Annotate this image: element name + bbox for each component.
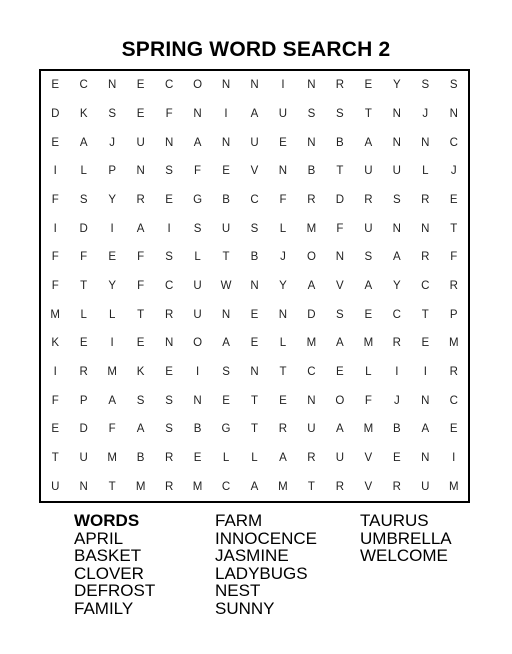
grid-letter-cell[interactable]: N	[79, 480, 88, 493]
grid-letter-cell[interactable]: E	[222, 394, 230, 407]
word-item: APRIL	[74, 528, 124, 548]
word-item: NEST	[215, 581, 261, 601]
grid-letter-cell[interactable]: U	[193, 308, 202, 321]
word-item: BASKET	[74, 546, 142, 566]
grid-letter-cell[interactable]: A	[108, 394, 116, 407]
word-list-heading: WORDS	[74, 511, 140, 530]
grid-letter-cell[interactable]: M	[107, 451, 117, 464]
grid-letter-cell[interactable]: U	[278, 107, 288, 120]
grid-letter-cell[interactable]: E	[51, 136, 60, 149]
word-item: SUNNY	[215, 598, 275, 618]
grid-letter-cell[interactable]: E	[136, 79, 145, 92]
grid-letter-cell[interactable]: A	[222, 337, 230, 350]
grid-letter-cell[interactable]: L	[80, 308, 87, 321]
grid-letter-cell[interactable]: R	[79, 365, 88, 378]
grid-letter-cell[interactable]: L	[279, 222, 287, 235]
grid-letter-cell[interactable]: M	[363, 337, 374, 350]
grid-letter-cell[interactable]: J	[109, 136, 116, 149]
grid-letter-cell[interactable]: I	[53, 165, 57, 178]
grid-letter-cell[interactable]: N	[136, 165, 145, 178]
grid-letter-cell[interactable]: E	[136, 107, 145, 120]
grid-letter-cell[interactable]: I	[452, 451, 456, 464]
grid-letter-cell[interactable]: S	[307, 107, 316, 120]
grid-letter-cell[interactable]: V	[364, 451, 373, 464]
grid-letter-cell[interactable]: R	[449, 365, 458, 378]
grid-letter-cell[interactable]: N	[307, 79, 316, 92]
page-title: SPRING WORD SEARCH 2	[121, 38, 391, 61]
grid-letter-cell[interactable]: A	[136, 222, 145, 235]
grid-letter-cell[interactable]: D	[307, 308, 316, 321]
grid-letter-cell[interactable]: S	[421, 79, 430, 92]
grid-letter-cell[interactable]: C	[79, 79, 88, 92]
grid-letter-cell[interactable]: T	[222, 251, 230, 264]
grid-letter-cell[interactable]: D	[79, 423, 88, 436]
grid-letter-cell[interactable]: F	[137, 279, 145, 292]
grid-letter-cell[interactable]: I	[53, 222, 57, 235]
grid-letter-cell[interactable]: S	[193, 222, 202, 235]
word-item: FARM	[215, 511, 263, 530]
grid-letter-cell[interactable]: O	[306, 251, 316, 264]
grid-letter-cell[interactable]: U	[364, 222, 373, 235]
grid-letter-cell[interactable]: N	[421, 394, 430, 407]
grid-letter-cell[interactable]: N	[193, 107, 202, 120]
grid-letter-cell[interactable]: J	[422, 107, 429, 120]
grid-letter-cell[interactable]: E	[250, 308, 259, 321]
grid-letter-cell[interactable]: T	[279, 365, 287, 378]
grid-letter-cell[interactable]: K	[51, 337, 60, 350]
grid-letter-cell[interactable]: S	[449, 79, 458, 92]
grid-letter-cell[interactable]: N	[221, 136, 231, 149]
grid-letter-cell[interactable]: R	[335, 480, 345, 493]
grid-letter-cell[interactable]: F	[279, 193, 287, 206]
grid-letter-cell[interactable]: S	[222, 365, 230, 378]
grid-letter-cell[interactable]: N	[421, 136, 430, 149]
grid-letter-cell[interactable]: U	[221, 222, 231, 235]
word-item: CLOVER	[74, 563, 144, 583]
grid-letter-cell[interactable]: N	[335, 251, 345, 264]
grid-letter-cell[interactable]: N	[164, 136, 174, 149]
grid-letter-cell[interactable]: E	[136, 337, 145, 350]
grid-letter-cell[interactable]: E	[250, 337, 259, 350]
grid-letter-cell[interactable]: S	[165, 394, 173, 407]
grid-letter-cell[interactable]: E	[449, 423, 458, 436]
word-item: INNOCENCE	[215, 528, 318, 548]
grid-letter-cell[interactable]: F	[137, 251, 145, 264]
grid-letter-cell[interactable]: S	[250, 222, 259, 235]
grid-letter-cell[interactable]: A	[193, 136, 202, 149]
grid-letter-cell[interactable]: N	[392, 136, 401, 149]
grid-letter-cell[interactable]: R	[392, 480, 401, 493]
grid-letter-cell[interactable]: V	[336, 279, 344, 292]
grid-letter-cell[interactable]: N	[221, 308, 231, 321]
grid-letter-cell[interactable]: V	[250, 165, 259, 178]
grid-letter-cell[interactable]: Y	[392, 79, 401, 92]
word-item: JASMINE	[215, 546, 289, 566]
grid-letter-cell[interactable]: F	[336, 222, 344, 235]
grid-letter-cell[interactable]: T	[307, 480, 315, 493]
word-item: DEFROST	[74, 581, 156, 601]
grid-letter-cell[interactable]: N	[392, 107, 401, 120]
grid-letter-cell[interactable]: L	[365, 365, 372, 378]
grid-letter-cell[interactable]: O	[193, 337, 203, 350]
grid-letter-cell[interactable]: S	[108, 107, 116, 120]
word-item: TAURUS	[360, 511, 429, 530]
grid-letter-cell[interactable]: S	[165, 251, 173, 264]
grid-letter-cell[interactable]: E	[421, 337, 430, 350]
grid-letter-cell[interactable]: C	[421, 279, 430, 292]
grid-letter-cell[interactable]: R	[164, 308, 174, 321]
word-list-column-1	[74, 512, 155, 618]
grid-letter-cell[interactable]: D	[335, 193, 345, 206]
grid-letter-cell[interactable]: N	[164, 337, 174, 350]
grid-letter-cell[interactable]: T	[250, 394, 258, 407]
grid-letter-cell[interactable]: A	[392, 251, 401, 264]
grid-letter-cell[interactable]: R	[421, 251, 430, 264]
grid-letter-cell[interactable]: P	[79, 394, 88, 407]
grid-letter-cell[interactable]: U	[193, 279, 202, 292]
grid-letter-cell[interactable]: N	[108, 79, 117, 92]
grid-letter-cell[interactable]: T	[137, 308, 145, 321]
grid-letter-cell[interactable]: L	[222, 451, 230, 464]
grid-letter-cell[interactable]: E	[392, 451, 401, 464]
grid-letter-cell[interactable]: U	[79, 451, 88, 464]
grid-letter-cell[interactable]: C	[449, 394, 458, 407]
grid-letter-cell[interactable]: R	[136, 193, 145, 206]
grid-letter-cell[interactable]: S	[336, 308, 344, 321]
grid-letter-cell[interactable]: T	[450, 222, 458, 235]
grid-letter-cell[interactable]: U	[392, 165, 401, 178]
grid-letter-cell[interactable]: F	[51, 279, 59, 292]
grid-letter-cell[interactable]: R	[335, 79, 345, 92]
grid-letter-cell[interactable]: F	[194, 165, 202, 178]
grid-letter-cell[interactable]: T	[364, 107, 372, 120]
grid-letter-cell[interactable]: S	[336, 107, 344, 120]
grid-letter-cell[interactable]: E	[51, 79, 60, 92]
grid-letter-cell[interactable]: A	[250, 480, 259, 493]
grid-letter-cell[interactable]: E	[449, 193, 458, 206]
grid-letter-cell[interactable]: E	[364, 79, 373, 92]
grid-letter-cell[interactable]: I	[167, 222, 171, 235]
grid-letter-cell[interactable]: Y	[392, 279, 401, 292]
word-item: LADYBUGS	[215, 563, 308, 583]
grid-letter-cell[interactable]: L	[108, 308, 116, 321]
grid-letter-cell[interactable]: M	[107, 365, 117, 378]
grid-letter-cell[interactable]: U	[51, 480, 60, 493]
grid-letter-cell[interactable]: C	[164, 79, 174, 92]
grid-letter-cell[interactable]: R	[164, 480, 174, 493]
grid-letter-cell[interactable]: U	[136, 136, 145, 149]
grid-letter-cell[interactable]: C	[307, 365, 316, 378]
grid-letter-cell[interactable]: A	[364, 279, 373, 292]
grid-letter-cell[interactable]: N	[193, 394, 202, 407]
grid-letter-cell[interactable]: S	[165, 165, 173, 178]
grid-letter-cell[interactable]: F	[80, 251, 88, 264]
grid-letter-cell[interactable]: U	[250, 136, 259, 149]
grid-letter-cell[interactable]: R	[307, 451, 316, 464]
grid-letter-cell[interactable]: E	[279, 394, 287, 407]
grid-letter-cell[interactable]: R	[392, 337, 401, 350]
word-item: UMBRELLA	[360, 528, 452, 548]
grid-letter-cell[interactable]: O	[193, 79, 203, 92]
grid-letter-cell[interactable]: E	[364, 308, 373, 321]
grid-letter-cell[interactable]: A	[307, 279, 316, 292]
grid-letter-cell[interactable]: F	[364, 394, 372, 407]
grid-letter-cell[interactable]: E	[279, 136, 287, 149]
grid-letter-cell[interactable]: B	[250, 251, 259, 264]
grid-letter-cell[interactable]: A	[336, 423, 344, 436]
grid-letter-cell[interactable]: J	[280, 251, 286, 264]
grid-letter-cell[interactable]: T	[51, 451, 59, 464]
grid-letter-cell[interactable]: P	[449, 308, 458, 321]
grid-letter-cell[interactable]: I	[53, 365, 57, 378]
grid-letter-cell[interactable]: E	[336, 365, 344, 378]
grid-letter-cell[interactable]: N	[421, 451, 430, 464]
grid-letter-cell[interactable]: T	[80, 279, 88, 292]
grid-letter-cell[interactable]: U	[364, 165, 373, 178]
grid-letter-cell[interactable]: R	[164, 451, 174, 464]
grid-letter-cell[interactable]: Y	[279, 279, 287, 292]
grid-letter-cell[interactable]: J	[450, 165, 457, 178]
grid-letter-cell[interactable]: M	[306, 337, 317, 350]
grid-letter-cell[interactable]: C	[449, 136, 458, 149]
grid-letter-cell[interactable]: W	[220, 279, 232, 292]
grid-letter-cell[interactable]: B	[392, 423, 401, 436]
grid-letter-cell[interactable]: T	[108, 480, 116, 493]
grid-letter-cell[interactable]: S	[136, 394, 145, 407]
grid-letter-cell[interactable]: U	[307, 423, 316, 436]
grid-letter-cell[interactable]: I	[423, 365, 427, 378]
grid-letter-cell[interactable]: M	[448, 337, 459, 350]
grid-letter-cell[interactable]: I	[195, 365, 200, 378]
grid-letter-cell[interactable]: N	[307, 136, 316, 149]
grid-letter-cell[interactable]: B	[193, 423, 202, 436]
grid-letter-cell[interactable]: F	[51, 193, 59, 206]
grid-letter-cell[interactable]: A	[250, 107, 259, 120]
grid-letter-cell[interactable]: C	[221, 480, 231, 493]
grid-letter-cell[interactable]: I	[395, 365, 399, 378]
word-list-column-3	[360, 512, 452, 565]
grid-letter-cell[interactable]: F	[108, 423, 116, 436]
grid-letter-cell[interactable]: C	[392, 308, 401, 321]
grid-letter-cell[interactable]: L	[251, 451, 258, 464]
grid-letter-cell[interactable]: M	[363, 423, 374, 436]
grid-letter-cell[interactable]: B	[136, 451, 145, 464]
grid-letter-cell[interactable]: B	[336, 136, 344, 149]
grid-letter-cell[interactable]: A	[421, 423, 430, 436]
grid-letter-cell[interactable]: R	[364, 193, 373, 206]
grid-letter-cell[interactable]: P	[108, 165, 116, 178]
grid-letter-cell[interactable]: T	[336, 165, 344, 178]
grid-letter-cell[interactable]: M	[135, 480, 146, 493]
grid-letter-cell[interactable]: M	[192, 480, 203, 493]
word-item: FAMILY	[74, 598, 134, 618]
grid-letter-cell[interactable]: A	[279, 451, 287, 464]
grid-letter-cell[interactable]: N	[250, 79, 259, 92]
grid-letter-cell[interactable]: M	[448, 480, 459, 493]
grid-letter-cell[interactable]: F	[51, 251, 59, 264]
grid-letter-cell[interactable]: T	[421, 308, 429, 321]
grid-letter-cell[interactable]: N	[278, 308, 288, 321]
grid-letter-cell[interactable]: L	[80, 165, 87, 178]
grid-letter-cell[interactable]: R	[449, 279, 458, 292]
grid-letter-cell[interactable]: G	[193, 193, 203, 206]
grid-letter-cell[interactable]: U	[421, 480, 430, 493]
grid-letter-cell[interactable]: E	[193, 451, 202, 464]
grid-letter-cell[interactable]: F	[51, 394, 59, 407]
grid-letter-cell[interactable]: S	[165, 423, 173, 436]
grid-letter-cell[interactable]: L	[279, 337, 287, 350]
grid-letter-cell[interactable]: A	[79, 136, 88, 149]
grid-letter-cell[interactable]: K	[136, 365, 145, 378]
grid-letter-cell[interactable]: B	[307, 165, 316, 178]
grid-letter-cell[interactable]: A	[364, 136, 373, 149]
grid-letter-cell[interactable]: R	[421, 193, 430, 206]
grid-letter-cell[interactable]: M	[50, 308, 61, 321]
grid-letter-cell[interactable]: R	[278, 423, 288, 436]
grid-letter-cell[interactable]: L	[422, 165, 429, 178]
grid-letter-cell[interactable]: N	[250, 365, 259, 378]
grid-letter-cell[interactable]: N	[307, 394, 316, 407]
grid-letter-cell[interactable]: J	[393, 394, 400, 407]
grid-letter-cell[interactable]: M	[306, 222, 317, 235]
grid-letter-cell[interactable]: C	[250, 193, 259, 206]
grid-letter-cell[interactable]: L	[194, 251, 201, 264]
grid-letter-cell[interactable]: I	[224, 107, 228, 120]
word-item: WELCOME	[360, 546, 448, 566]
grid-letter-cell[interactable]: M	[278, 480, 288, 493]
grid-letter-cell[interactable]: O	[335, 394, 345, 407]
grid-letter-cell[interactable]: D	[79, 222, 88, 235]
grid-letter-cell[interactable]: N	[392, 222, 401, 235]
grid-letter-cell[interactable]: S	[364, 251, 373, 264]
grid-letter-cell[interactable]: B	[222, 193, 230, 206]
grid-letter-cell[interactable]: N	[250, 279, 259, 292]
grid-letter-cell[interactable]: Y	[108, 193, 116, 206]
grid-letter-cell[interactable]: N	[278, 165, 288, 178]
grid-letter-cell[interactable]: F	[165, 107, 173, 120]
grid-letter-cell[interactable]: Y	[108, 279, 116, 292]
grid-letter-cell[interactable]: E	[108, 251, 116, 264]
grid-letter-cell[interactable]: E	[222, 165, 230, 178]
grid-letter-cell[interactable]: E	[165, 365, 173, 378]
grid-letter-cell[interactable]: F	[450, 251, 458, 264]
grid-letter-cell[interactable]: T	[250, 423, 258, 436]
grid-letter-cell[interactable]: N	[221, 79, 231, 92]
word-list-column-2	[215, 512, 317, 618]
grid-letter-cell[interactable]: E	[51, 423, 60, 436]
grid-letter-cell[interactable]: I	[110, 337, 114, 350]
letter-grid	[41, 71, 468, 501]
grid-letter-cell[interactable]: C	[164, 279, 174, 292]
grid-letter-cell[interactable]: V	[364, 480, 373, 493]
grid-letter-cell[interactable]: N	[421, 222, 430, 235]
grid-letter-cell[interactable]: A	[336, 337, 344, 350]
grid-letter-cell[interactable]: D	[51, 107, 60, 120]
grid-letter-cell[interactable]: N	[449, 107, 458, 120]
grid-letter-cell[interactable]: R	[307, 193, 316, 206]
grid-letter-cell[interactable]: E	[165, 193, 173, 206]
grid-letter-cell[interactable]: S	[79, 193, 88, 206]
grid-letter-cell[interactable]: S	[392, 193, 401, 206]
grid-letter-cell[interactable]: G	[221, 423, 231, 436]
grid-letter-cell[interactable]: A	[136, 423, 145, 436]
grid-letter-cell[interactable]: I	[281, 79, 285, 92]
grid-letter-cell[interactable]: K	[79, 107, 88, 120]
grid-letter-cell[interactable]: U	[335, 451, 345, 464]
grid-letter-cell[interactable]: E	[79, 337, 88, 350]
grid-letter-cell[interactable]: I	[110, 222, 114, 235]
